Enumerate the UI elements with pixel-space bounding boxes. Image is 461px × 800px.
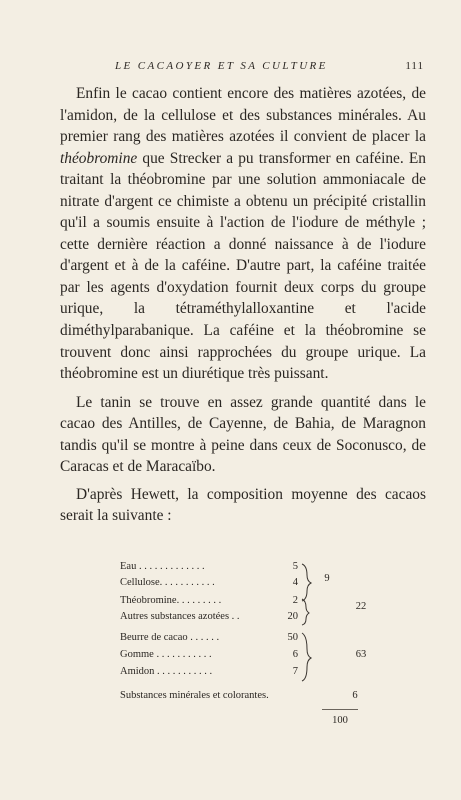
- brace-1: [302, 564, 311, 601]
- row-label: Cellulose. . . . . . . . . . .: [120, 577, 215, 588]
- row-value: 20: [287, 611, 298, 622]
- row-value: 4: [292, 577, 298, 588]
- total-value: 100: [332, 715, 348, 726]
- brace-2: [302, 599, 309, 625]
- paragraph-1-italic-term: théobromine: [60, 149, 138, 167]
- paragraph-2: Le tanin se trouve en assez grande quantité dans le cacao des Antilles, de Cayenne, de Bahia, de Maragnon tandis qu'il se montre à peine dans ceux de Soconusco, de Caracas et de Maracaïbo.: [60, 393, 426, 476]
- paragraph-1: [60, 83, 426, 385]
- row-value: 6: [292, 649, 298, 660]
- row-value: 5: [292, 561, 298, 572]
- row-value: 2: [292, 595, 298, 606]
- subtotal-2: 22: [355, 601, 367, 612]
- total-rule: [322, 709, 358, 710]
- row-label: Autres substances azotées . .: [120, 611, 240, 622]
- row-label: Beurre de cacao . . . . . .: [120, 632, 220, 643]
- minerals-value: 6: [352, 690, 358, 701]
- subtotal-1: 9: [324, 573, 330, 584]
- paragraph-1-part-b: que Strecker a pu transformer en caféine. En traitant la théobromine par une solution ammoniacale de nitrate d'argent ce chimiste a obtenu un précipité cristallin qu'il a soumis ensuite à l'action de l'iodure de méthyle ; cette dernière réaction a donné naissance à de l'iodure d'argent et à de la caféine. D'autre part, la caféine traitée par les agents d'oxydation fournit deux corps du groupe urique, la tétraméthylalloxantine et l'acide diméthylparabanique. La caféine et la théobromine se trouvent donc ainsi rapprochées du groupe urique. La théobromine est un diurétique très puissant.: [60, 149, 426, 383]
- row-label: Eau . . . . . . . . . . . . .: [120, 561, 205, 572]
- subtotal-3: 63: [355, 649, 367, 660]
- row-value: 50: [287, 632, 298, 643]
- row-label: Amidon . . . . . . . . . . .: [120, 666, 213, 677]
- body-text: [60, 83, 426, 534]
- minerals-label: Substances minérales et colorantes.: [120, 690, 269, 701]
- row-label: Gomme . . . . . . . . . . .: [120, 649, 212, 660]
- paragraph-3: D'après Hewett, la composition moyenne des cacaos serait la suivante :: [60, 485, 426, 525]
- brace-3: [302, 633, 311, 681]
- paragraph-1-part-a: Enfin le cacao contient encore des matières azotées, de l'amidon, de la cellulose et des substances minérales. Au premier rang des matières azotées il convient de placer la: [60, 85, 426, 146]
- row-label: Théobromine. . . . . . . . .: [120, 595, 222, 606]
- page-number: 111: [405, 60, 424, 72]
- page-header: [60, 60, 426, 76]
- row-value: 7: [292, 666, 298, 677]
- brace-group: [300, 561, 314, 685]
- running-head: LE CACAOYER ET SA CULTURE: [115, 60, 328, 72]
